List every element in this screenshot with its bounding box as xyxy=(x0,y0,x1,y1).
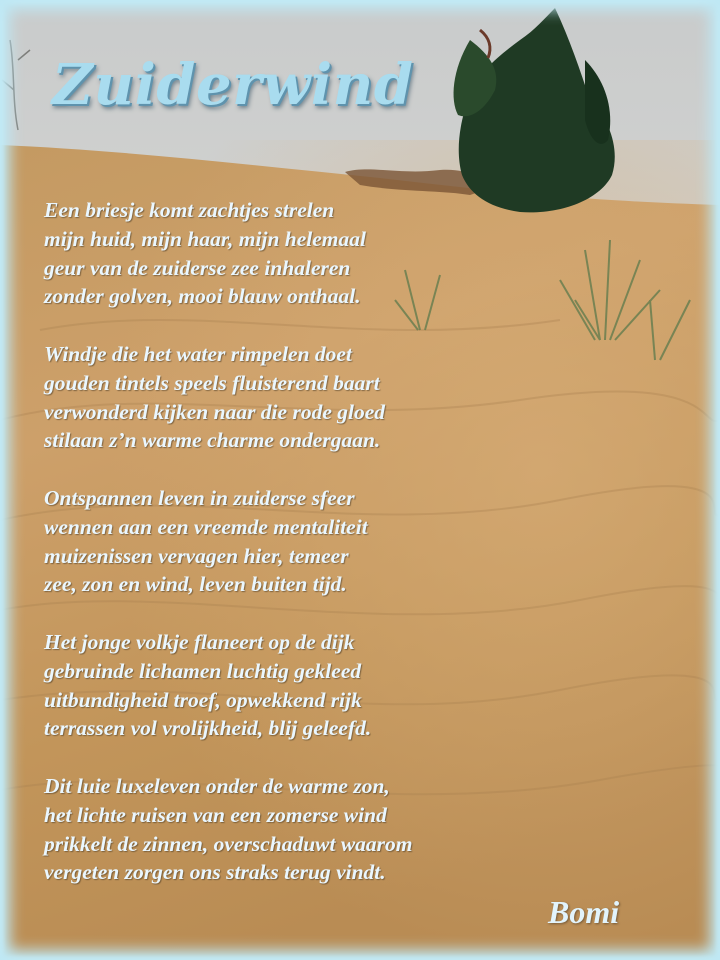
poem-line: vergeten zorgen ons straks terug vindt. xyxy=(44,860,386,885)
poem-line: Ontspannen leven in zuiderse sfeer xyxy=(44,485,355,510)
stanza xyxy=(44,628,644,743)
author-signature: Bomi xyxy=(548,894,620,930)
poem-line: stilaan z’n warme charme ondergaan. xyxy=(44,428,381,453)
poem-line: mijn huid, mijn haar, mijn helemaal xyxy=(44,226,366,251)
poem-line: wennen aan een vreemde mentaliteit xyxy=(44,514,368,539)
stanza xyxy=(44,484,644,599)
poem-line: Het jonge volkje flaneert op de dijk xyxy=(44,629,355,654)
poem-line: uitbundigheid troef, opwekkend rijk xyxy=(44,687,362,712)
stanza xyxy=(44,196,644,311)
poem-line: prikkelt de zinnen, overschaduwt waarom xyxy=(44,831,413,856)
poem-line: Dit luie luxeleven onder de warme zon, xyxy=(44,773,390,798)
poem-line: het lichte ruisen van een zomerse wind xyxy=(44,802,387,827)
poem-line: gouden tintels speels fluisterend baart xyxy=(44,370,380,395)
poem-line: zonder golven, mooi blauw onthaal. xyxy=(44,284,361,309)
poem-line: muizenissen vervagen hier, temeer xyxy=(44,543,349,568)
poem-line: Een briesje komt zachtjes strelen xyxy=(44,198,335,222)
stanza xyxy=(44,340,644,455)
poem-line: verwonderd kijken naar die rode gloed xyxy=(44,399,385,424)
poem-title: Zuiderwind xyxy=(52,52,414,118)
poem-line: geur van de zuiderse zee inhaleren xyxy=(44,255,351,280)
poem-line: Windje die het water rimpelen doet xyxy=(44,341,352,366)
poem-line: terrassen vol vrolijkheid, blij geleefd. xyxy=(44,716,372,741)
poem-body xyxy=(44,196,644,916)
poem-line: gebruinde lichamen luchtig gekleed xyxy=(44,658,362,683)
poem-line: zee, zon en wind, leven buiten tijd. xyxy=(44,572,347,597)
stanza xyxy=(44,772,644,887)
